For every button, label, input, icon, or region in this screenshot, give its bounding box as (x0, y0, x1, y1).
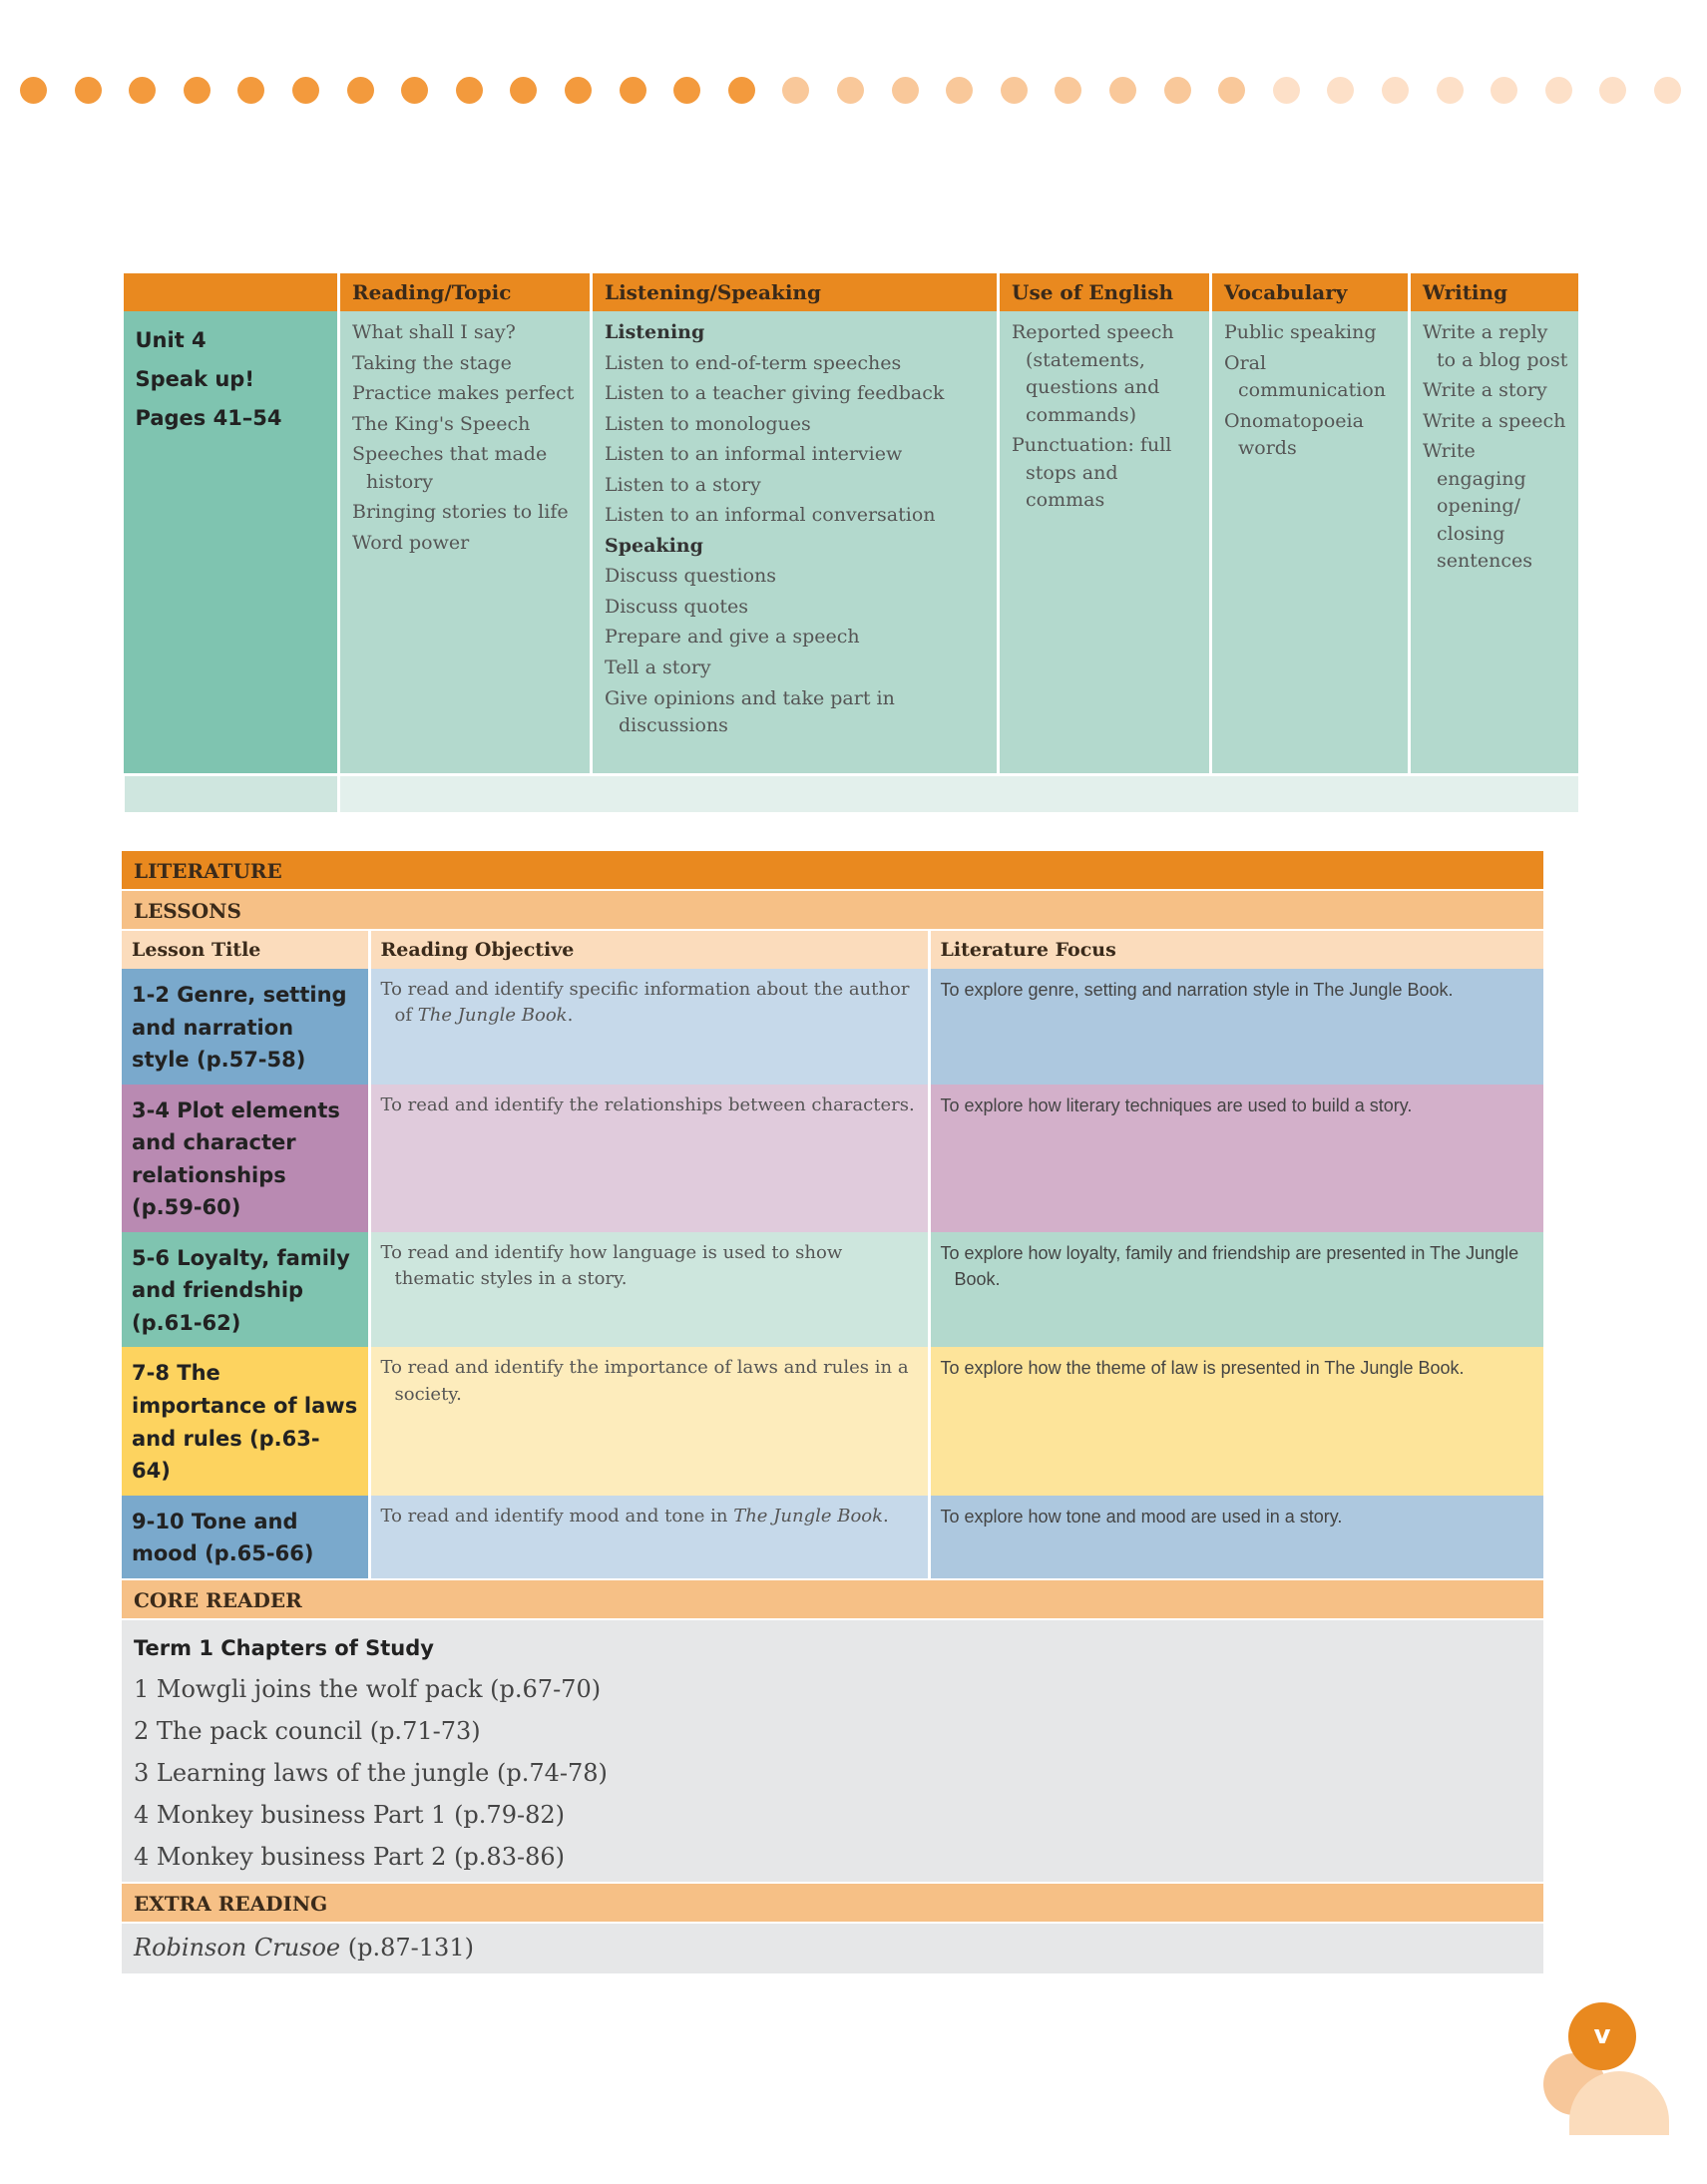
lesson-row (122, 1496, 1543, 1578)
literature-focus: To explore genre, setting and narration style in The Jungle Book. (929, 969, 1543, 1085)
listening-item: Listen to end-of-term speeches (605, 351, 902, 374)
listening-heading: Listening (605, 321, 705, 343)
reading-objective-text: To read and identify how language is used to show thematic styles in a story. (380, 1241, 843, 1289)
reading-objective-book-title: The Jungle Book (733, 1505, 884, 1527)
reading-topic-cell (339, 311, 592, 774)
reading-topic-item: Bringing stories to life (352, 501, 569, 524)
lesson-title: 7-8 The importance of laws and rules (p.63-64) (122, 1347, 369, 1495)
unit-pages: Pages 41–54 (135, 405, 282, 430)
header-dot (728, 77, 755, 104)
lesson-title: 3-4 Plot elements and character relationships (p.59-60) (122, 1085, 369, 1232)
vocabulary-cell (1211, 311, 1410, 774)
header-dot (782, 77, 809, 104)
header-dot (1273, 77, 1300, 104)
literature-focus: To explore how the theme of law is presented in The Jungle Book. (929, 1347, 1543, 1495)
unit-name: Speak up! (135, 366, 254, 391)
lessons-header-row (122, 930, 1543, 969)
chapter-item: 3 Learning laws of the jungle (p.74-78) (134, 1758, 608, 1787)
unit-number: Unit 4 (135, 328, 207, 352)
listening-item: Listen to monologues (605, 412, 811, 435)
writing-item: Write a reply to a blog post (1423, 321, 1568, 371)
listening-item: Listen to an informal interview (605, 443, 903, 466)
header-dot (1382, 77, 1409, 104)
literature-focus: To explore how tone and mood are used in a story. (929, 1496, 1543, 1578)
extra-reading-pages: (p.87-131) (340, 1933, 474, 1962)
use-of-english-cell (999, 311, 1211, 774)
lesson-row (122, 1347, 1543, 1495)
header-dot (1109, 77, 1136, 104)
unit-col-header-english: Use of English (999, 273, 1211, 311)
unit-col-header-writing: Writing (1410, 273, 1578, 311)
unit-col-header-reading: Reading/Topic (339, 273, 592, 311)
lesson-row (122, 1232, 1543, 1348)
speaking-item: Discuss questions (605, 565, 777, 588)
listening-speaking-cell (592, 311, 999, 774)
chapter-item: 4 Monkey business Part 2 (p.83-86) (134, 1842, 565, 1871)
speaking-item: Discuss quotes (605, 595, 748, 618)
listening-item: Listen to a story (605, 473, 761, 496)
reading-objective (369, 969, 929, 1085)
reading-objective (369, 1232, 929, 1348)
literature-focus: To explore how literary techniques are used to build a story. (929, 1085, 1543, 1232)
extra-reading-label: EXTRA READING (122, 1882, 1543, 1922)
header-dot (1654, 77, 1681, 104)
lesson-title: 5-6 Loyalty, family and friendship (p.61-62) (122, 1232, 369, 1348)
reading-objective-text: To read and identify the relationships between characters. (380, 1093, 915, 1115)
reading-objective-end: . (883, 1505, 889, 1527)
header-dot (620, 77, 646, 104)
reading-objective (369, 1085, 929, 1232)
chapters-heading: Term 1 Chapters of Study (134, 1635, 434, 1660)
unit-table-body-row (124, 311, 1578, 774)
header-dot (1327, 77, 1354, 104)
lesson-title: 9-10 Tone and mood (p.65-66) (122, 1496, 369, 1578)
extra-reading-title: Robinson Crusoe (134, 1933, 341, 1962)
reading-topic-item: What shall I say? (352, 321, 516, 343)
vocabulary-item: Oral communication (1224, 351, 1387, 402)
listening-item: Listen to an informal conversation (605, 504, 936, 527)
header-dot (184, 77, 211, 104)
header-dot (892, 77, 919, 104)
lessons-table (122, 929, 1543, 1578)
unit-overview-table (122, 273, 1578, 812)
chapter-item: 4 Monkey business Part 1 (p.79-82) (134, 1800, 565, 1829)
lesson-title: 1-2 Genre, setting and narration style (p.57-58) (122, 969, 369, 1085)
header-dot (129, 77, 156, 104)
reading-objective (369, 1347, 929, 1495)
reading-objective (369, 1496, 929, 1578)
unit-footer-right (339, 774, 1578, 812)
header-dot (946, 77, 973, 104)
page-number-badge: v (1568, 2002, 1636, 2070)
extra-reading-item (122, 1922, 1543, 1973)
use-of-english-item: Punctuation: full stops and commas (1012, 434, 1172, 512)
header-dot (1599, 77, 1626, 104)
header-dot (20, 77, 47, 104)
lessons-label: LESSONS (122, 889, 1543, 929)
unit-col-header-vocabulary: Vocabulary (1211, 273, 1410, 311)
chapter-item: 2 The pack council (p.71-73) (134, 1716, 481, 1745)
header-dot (401, 77, 428, 104)
header-dot (1491, 77, 1517, 104)
unit-footer-left (124, 774, 339, 812)
writing-item: Write engaging opening/ closing sentences (1423, 440, 1532, 573)
literature-focus: To explore how loyalty, family and friendship are presented in The Jungle Book. (929, 1232, 1543, 1348)
lesson-row (122, 1085, 1543, 1232)
unit-cell (124, 311, 339, 774)
reading-topic-item: Speeches that made history (352, 443, 548, 493)
header-dot (347, 77, 374, 104)
reading-topic-item: Word power (352, 531, 470, 554)
lesson-row (122, 969, 1543, 1085)
literature-section (122, 851, 1543, 1973)
header-dot (565, 77, 592, 104)
header-dot (1437, 77, 1464, 104)
literature-title: LITERATURE (122, 851, 1543, 889)
reading-objective-text: To read and identify the importance of laws and rules in a society. (380, 1357, 909, 1405)
header-dot (456, 77, 483, 104)
reading-topic-item: Taking the stage (352, 351, 512, 374)
reading-objective-book-title: The Jungle Book (417, 1005, 568, 1027)
writing-cell (1410, 311, 1578, 774)
reading-objective-text: To read and identify specific information about the author of (380, 979, 910, 1027)
unit-col-header-listening: Listening/Speaking (592, 273, 999, 311)
lesson-title-header: Lesson Title (122, 930, 369, 969)
vocabulary-item: Public speaking (1224, 321, 1377, 343)
core-reader-label: CORE READER (122, 1578, 1543, 1618)
use-of-english-item: Reported speech (statements, questions and commands) (1012, 321, 1174, 426)
header-dot (1545, 77, 1572, 104)
header-dot (673, 77, 700, 104)
header-dot (1055, 77, 1081, 104)
writing-item: Write a speech (1423, 409, 1566, 432)
header-dot (1218, 77, 1245, 104)
decorative-semicircle (1569, 2071, 1669, 2171)
core-reader-list (122, 1618, 1543, 1882)
reading-objective-text: To read and identify mood and tone in (380, 1505, 734, 1527)
literature-focus-header: Literature Focus (929, 930, 1543, 969)
writing-item: Write a story (1423, 379, 1547, 402)
speaking-item: Prepare and give a speech (605, 626, 860, 649)
header-dot (75, 77, 102, 104)
unit-table-footer-row (124, 774, 1578, 812)
reading-objective-header: Reading Objective (369, 930, 929, 969)
reading-objective-end: . (567, 1005, 574, 1027)
chapter-item: 1 Mowgli joins the wolf pack (p.67-70) (134, 1674, 602, 1703)
vocabulary-item: Onomatopoeia words (1224, 409, 1364, 460)
reading-topic-item: The King's Speech (352, 412, 531, 435)
header-dot (1001, 77, 1028, 104)
header-dot-row (20, 77, 1696, 105)
unit-table-header-row (124, 273, 1578, 311)
reading-topic-item: Practice makes perfect (352, 382, 575, 405)
header-dot (837, 77, 864, 104)
header-dot (292, 77, 319, 104)
speaking-item: Tell a story (605, 656, 711, 679)
speaking-heading: Speaking (605, 534, 703, 557)
header-dot (237, 77, 264, 104)
speaking-item: Give opinions and take part in discussions (605, 686, 895, 737)
listening-item: Listen to a teacher giving feedback (605, 382, 945, 405)
header-dot (1164, 77, 1191, 104)
unit-col-header-blank (124, 273, 339, 311)
header-dot (510, 77, 537, 104)
